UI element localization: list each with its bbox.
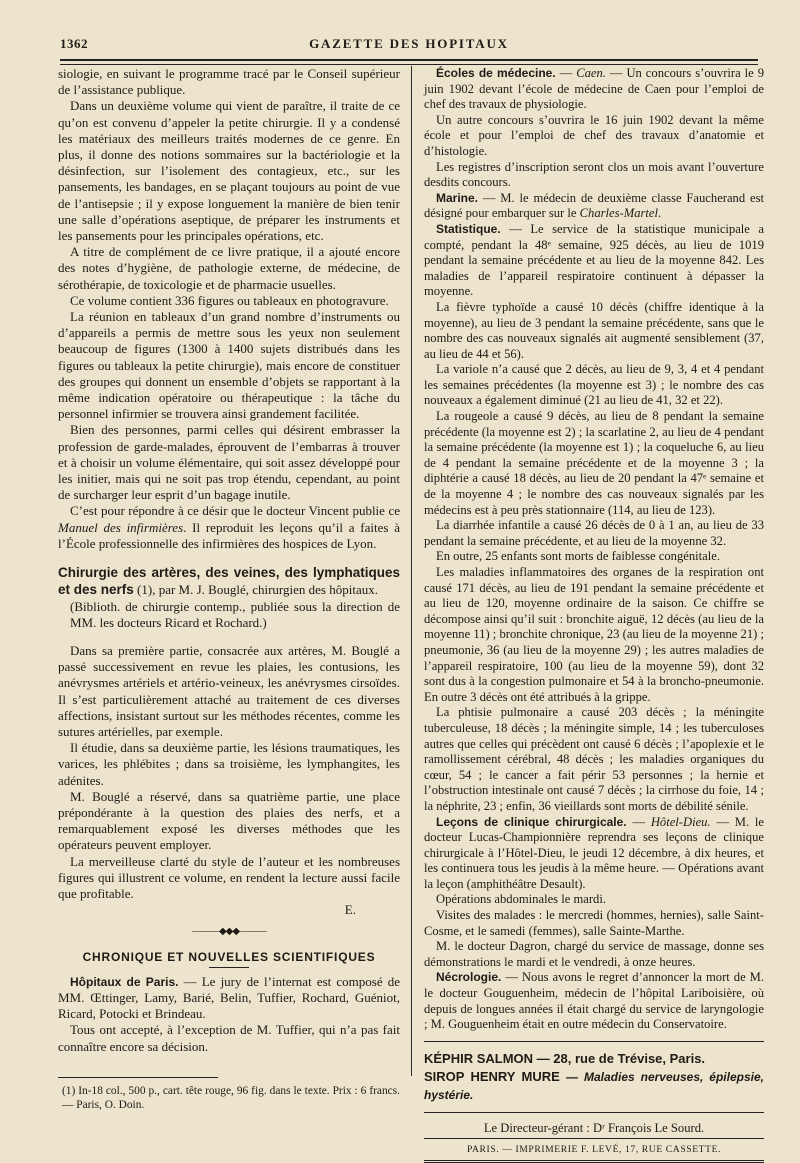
paragraph: A titre de complément de ce livre pratique, il a ajouté encore des notes d’hygiène, de pathologie externe, de médecine, de sérothérapie, de toxicologie et de pharmacie usuelles. — [58, 244, 400, 292]
right-column — [424, 66, 765, 1156]
paragraph: Dans un deuxième volume qui vient de paraître, il traite de ce qu’on est convenu d’appeler la petite chirurgie. Il y a condensé les matériaux des meilleurs traités modernes de ce genre. En plus, il donne des notions sommaires sur la bactériologie et la désinfection, sur l’isolement des contagieux, etc., sur les pansements, les bandages, en se plaçant toujours au point de vue de l’antisepsie ; il y expose longuement la manière de bien tenir une salle d’opérations aseptique, de préparer les instruments et les pansements pour les principales opérations, etc. — [58, 98, 400, 244]
paragraph: Bien des personnes, parmi celles qui désirent embrasser la profession de garde-malades, éprouvent de l’embarras à trouver et à choisir un volume élémentaire, qui soit assez développé pour les initier, mais qui ne soit pas trop étendu, cependant, au point de surcharger leur esprit d’un bagage inutile. — [58, 422, 400, 503]
news-item: Leçons de clinique chirurgicale. — Hôtel-Dieu. — M. le docteur Lucas-Championnière reprendra ses leçons de clinique chirurgicale à l’Hôtel-Dieu, le jeudi 12 décembre, à dix heures, et les continuera tous les jeudis à la même heure. — Opérations avant la leçon (amphithéâtre Desault). — [424, 814, 765, 891]
paragraph: La rougeole a causé 9 décès, au lieu de 8 pendant la semaine précédente (la moyenne est 2) ; la scarlatine 2, au lieu de 4 pendant la semaine précédente (la moyenne est 1) ; la coqueluche 6, au lieu de 4 pendant la semaine précédente et de la moyenne 3 ; la diphtérie a causé 18 décès, au lieu de 20 pendant la 47ᵉ semaine et de la moyenne 4 ; le nombre des cas nouveaux signalés par les médecins est à peu près stationnaire (114, au lieu de 123). — [424, 409, 764, 517]
news-text: — Le service de la statistique municipale a compté, pendant la 48ᵉ semaine, 925 décès, au lieu de 1019 pendant la semaine précédente et au lieu de la moyenne 842. Les maladies de l’appareil respiratoire continuent à dépasser la moyenne. — [424, 221, 764, 299]
paragraph: La merveilleuse clarté du style de l’auteur et les nombreuses figures qui illustrent ce volume, en rendent la lecture aussi facile que profitable. — [58, 853, 400, 901]
paragraph: La réunion en tableaux d’un grand nombre d’instruments ou d’appareils a permis de mettre sous les yeux non seulement beaucoup de figures (1300 à 1400 sujets distribués dans les figures ou tableaux la petite chirurgie), mais encore de constituer des groupes qui donnent un ensemble d’objets se rapportant à la même indication opératoire ou thérapeutique : la tâche du personnel infirmier se trouvera ainsi grandement facilitée. — [58, 309, 400, 422]
signature: E. — [344, 902, 356, 918]
advertisement — [424, 1068, 764, 1104]
advertisement — [424, 1050, 764, 1068]
ornament-divider: ———◆◆◆——— — [191, 926, 267, 938]
news-text: — Un concours s’ouvrira le 9 juin 1902 devant l’école de médecine de Caen pour l’emploi de chef des travaux de physiologie. — [424, 66, 764, 112]
ship-name: Charles-Martel — [579, 206, 658, 221]
paragraph: La diarrhée infantile a causé 26 décès de 0 à 1 an, au lieu de 33 pendant la semaine précédente, et au lieu de la moyenne 32. — [424, 518, 764, 548]
printer-imprint: PARIS. — IMPRIMERIE F. LEVÉ, 17, RUE CASSETTE. — [424, 1138, 764, 1163]
news-heading: Marine. — [436, 190, 479, 205]
news-heading: Nécrologie. — [436, 970, 502, 985]
ad-text: — Maladies nerveuses, épilepsie, hystérie. — [424, 1069, 764, 1102]
paragraph: Dans sa première partie, consacrée aux artères, M. Bouglé a passé successivement en revue les plaies, les contusions, les anévrysmes artériels et artério-veineux, les anévrysmes cirsoïdes. Il s’est particulièrement attaché au traitement de ces diverses affections, insistant surtout sur les méthodes récentes, comme les sutures artérielles, par exemple. — [58, 642, 400, 739]
column-divider — [411, 66, 412, 1076]
news-place: Caen. — [576, 66, 606, 80]
paragraph: En outre, 25 enfants sont morts de faiblesse congénitale. — [436, 549, 720, 564]
paragraph — [58, 503, 400, 552]
book-title-inline: Manuel des infirmières — [58, 519, 184, 535]
news-item — [424, 222, 764, 300]
news-text: . — [657, 206, 662, 221]
paragraph: Tous ont accepté, à l’exception de M. Tuffier, qui n’a pas fait connaître encore sa décision. — [58, 1022, 400, 1054]
paragraph: Visites des malades : le mercredi (hommes, hernies), salle Saint-Cosme, et le samedi (femmes), salle Sainte-Marthe. — [424, 908, 764, 938]
short-rule — [209, 967, 249, 968]
ad-name: SIROP HENRY MURE — [424, 1068, 560, 1084]
news-item — [58, 974, 400, 1023]
news-heading: Statistique. — [436, 221, 501, 236]
news-place: Hôtel-Dieu. — [650, 814, 711, 829]
paragraph: La variole n’a causé que 2 décès, au lieu de 9, 3, 4 et 4 pendant les semaines précédentes (la moyenne est 3) ; le nombre des cas nouveaux a également diminué (21 au lieu de 41, 32 et 22). — [424, 362, 764, 408]
news-heading: Leçons de clinique chirurgicale. — [436, 814, 627, 829]
news-text: — Nous avons le regret d’annoncer la mort de M. le docteur Gouguenheim, médecin de l’hôpital Lariboisière, où depuis de longues années il était chargé du service de laryngologie ; M. Gouguenheim était en outre médecin du Conservatoire. — [424, 970, 764, 1032]
footnote-rule — [58, 1077, 218, 1078]
news-item — [424, 191, 764, 222]
book-review-heading — [58, 564, 400, 598]
news-text: — M. le médecin de deuxième classe Faucherand est désigné pour embarquer sur le — [424, 190, 764, 221]
page-header — [60, 36, 758, 60]
paragraph: Un autre concours s’ouvrira le 16 juin 1902 devant la même école et pour l’emploi de chef des travaux d’anatomie et d’histologie. — [424, 112, 764, 158]
paragraph: M. le docteur Dagron, chargé du service de massage, donne ses démonstrations le mardi et le vendredi, à onze heures. — [424, 939, 764, 969]
ad-rule — [424, 1112, 764, 1113]
section-title: CHRONIQUE ET NOUVELLES SCIENTIFIQUES — [82, 949, 376, 964]
page-number: 1362 — [60, 36, 88, 51]
paragraph: Opérations abdominales le mardi. — [436, 892, 606, 907]
paragraph: Les registres d’inscription seront clos un mois avant l’ouverture desdits concours. — [424, 159, 764, 190]
text-run: . Il reproduit les leçons qu’il a faites à l’École professionnelle des infirmières des hospices de Lyon. — [58, 519, 400, 551]
news-item — [424, 970, 764, 1032]
news-heading: Écoles de médecine. — [436, 66, 556, 80]
news-text: — M. le docteur Lucas-Championnière reprendra ses leçons de clinique chirurgicale à l’Hôtel-Dieu, le jeudi 12 décembre, à dix heures, et les continuera tous les jeudis à la même heure. — Opérations avant la leçon (amphithéâtre Desault). — [424, 814, 765, 891]
ad-rule — [424, 1041, 764, 1042]
left-column — [58, 66, 400, 1111]
journal-title: GAZETTE DES HOPITAUX — [309, 36, 509, 51]
ad-text: — 28, rue de Trévise, Paris. — [533, 1050, 706, 1066]
news-heading: Hôpitaux de Paris. — [70, 974, 179, 989]
paragraph: siologie, en suivant le programme tracé par le Conseil supérieur de l’assistance publique. — [58, 66, 400, 98]
paragraph: M. Bouglé a réservé, dans sa quatrième partie, une place prépondérante à la question des plaies des nerfs, et a remarquablement exposé les diverses méthodes que les opérateurs peuvent employer. — [58, 788, 400, 853]
paragraph: Il étudie, dans sa deuxième partie, les lésions traumatiques, les varices, les phlébites ; dans sa troisième, les lymphangites, les adénites. — [58, 740, 400, 788]
paragraph: La phtisie pulmonaire a causé 203 décès ; la méningite tuberculeuse, 18 décès ; la méningite simple, 14 ; les tuberculoses autres que celles qui précèdent ont causé 6 décès ; l’apoplexie et le ramollissement cérébral, 48 décès ; les maladies organiques du cœur, 54 ; le cancer a fait périr 53 personnes ; la hernie et l’obstruction intestinale ont causé 7 décès ; la cirrhose du foie, 14 ; la néphrite, 23 ; enfin, 36 vieillards sont morts de débilité sénile. — [424, 705, 764, 813]
ad-name: KÉPHIR SALMON — [424, 1050, 534, 1066]
book-series: (Biblioth. de chirurgie contemp., publiée sous la direction de MM. les docteurs Ricard et Rochard.) — [70, 598, 400, 630]
paragraph: La fièvre typhoïde a causé 10 décès (chiffre identique à la moyenne), au lieu de 3 pendant la semaine précédente, sans que le nombre des cas nouveaux signalés ait augmenté sensiblement (37, au lieu de 44 et 56). — [424, 299, 764, 361]
paragraph: Ce volume contient 336 figures ou tableaux en photogravure. — [70, 292, 389, 308]
book-author: (1), par M. J. Bouglé, chirurgien des hôpitaux. — [133, 582, 378, 598]
footnote: (1) In-18 col., 500 p., cart. tête rouge, 96 fig. dans le texte. Prix : 6 francs. — Paris, O. Doin. — [62, 1084, 400, 1111]
paragraph: Les maladies inflammatoires des organes de la respiration ont causé 171 décès, au lieu de 191 pendant la semaine précédente et au lieu de 120, moyenne ordinaire de la saison. Ce chiffre se décompose ainsi qu’il suit : bronchite aiguë, 12 décès (au lieu de la moyenne 11) ; bronchite chronique, 23 (au lieu de la moyenne 21) ; pneumonie, 36 (au lieu de la moyenne 29) ; les autres maladies de l’appareil respiratoire, 100 (au lieu de la moyenne 59), dont 32 sont dus à la congestion pulmonaire et 54 à la broncho-pneumonie. En outre 3 décès ont été attribués à la grippe. — [424, 565, 764, 704]
news-text: — Le jury de l’internat est composé de MM. Œttinger, Lamy, Barié, Belin, Tuffier, Rochard, Guéniot, Ricard, Potocki et Brindeau. — [58, 973, 400, 1022]
header-rule — [60, 59, 758, 65]
text-run: C’est pour répondre à ce désir que le docteur Vincent publie ce — [70, 503, 400, 519]
news-item: Écoles de médecine. — Caen. — Un concours s’ouvrira le 9 juin 1902 devant l’école de médecine de Caen pour l’emploi de chef des travaux de physiologie. — [424, 66, 764, 112]
director-manager: Le Directeur-gérant : Dʳ François Le Sourd. — [483, 1120, 705, 1135]
book-title: Chirurgie des artères, des veines, des lymphatiques et des nerfs — [58, 565, 400, 598]
